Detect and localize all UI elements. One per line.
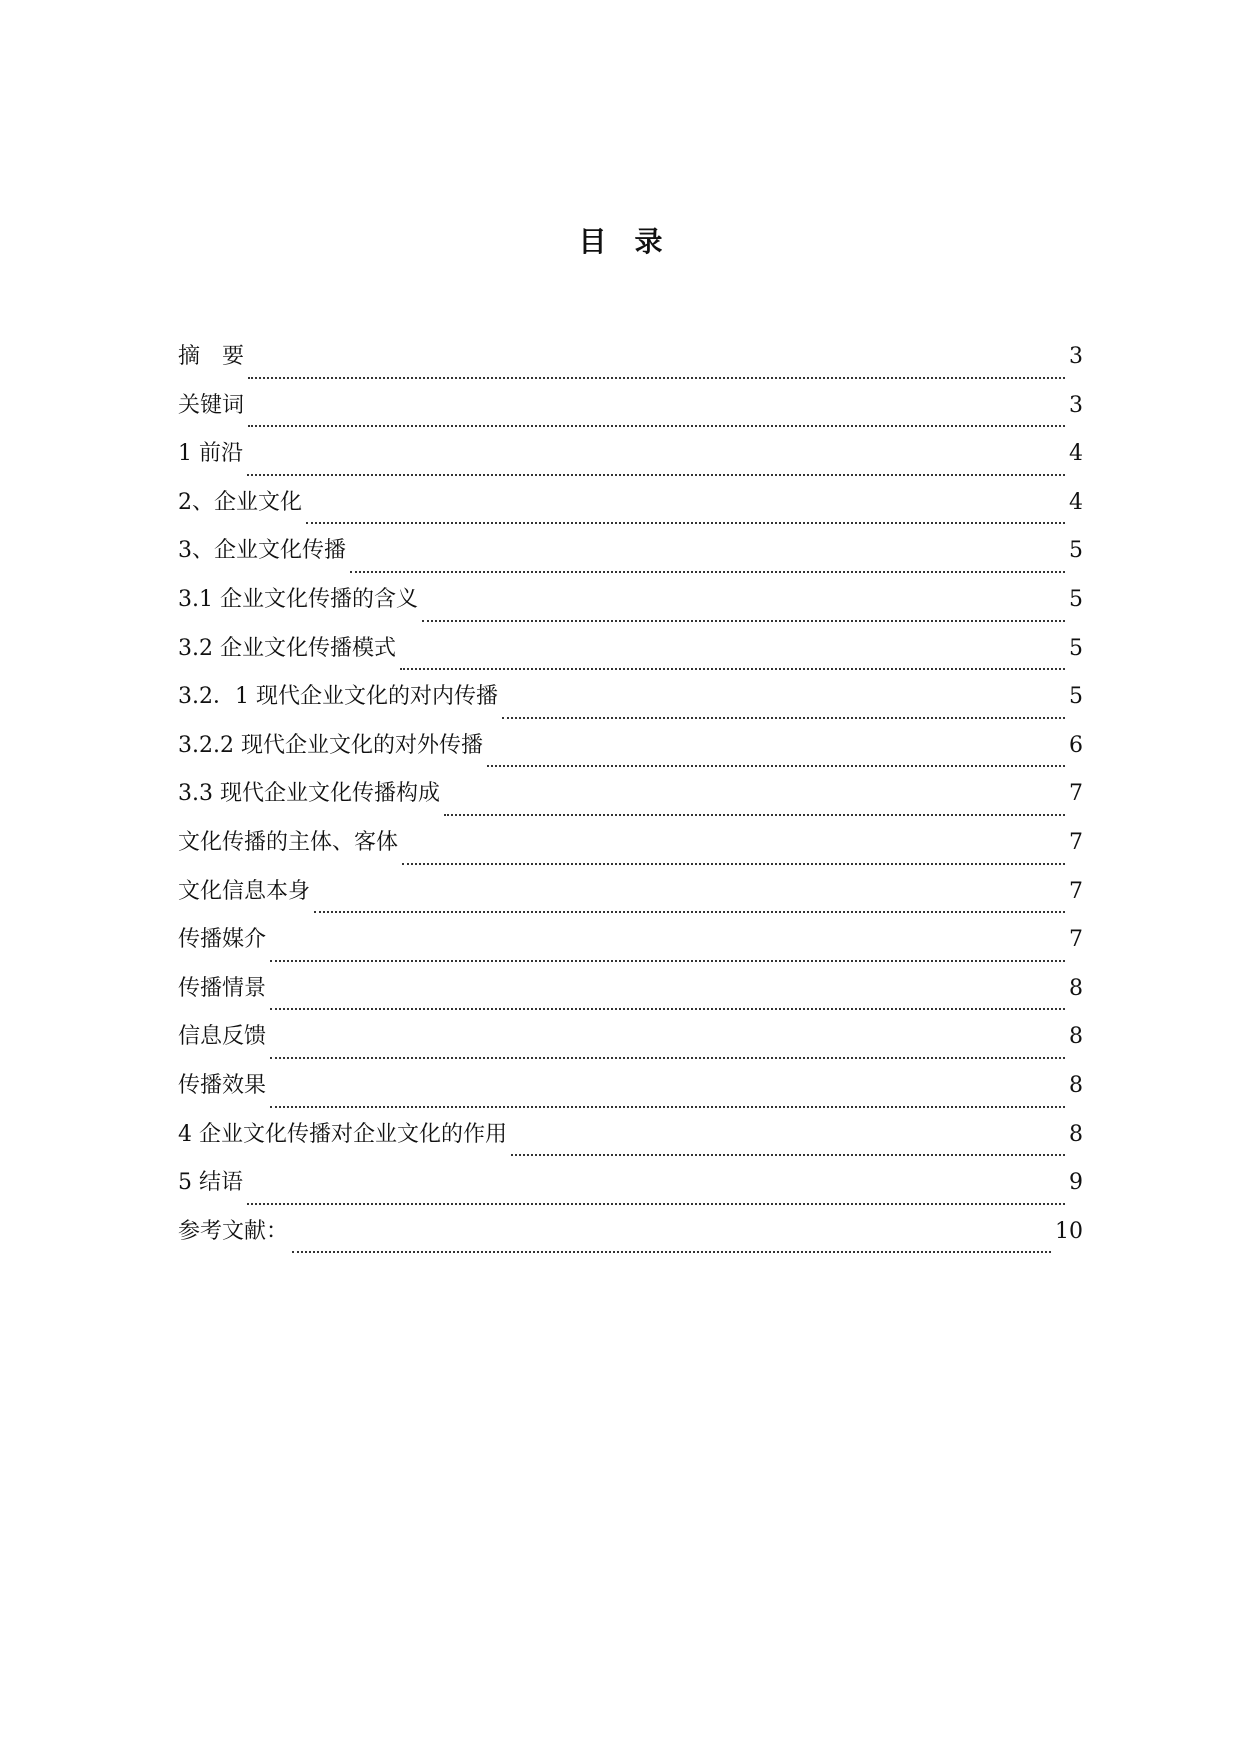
dot-leader [247, 474, 1065, 476]
toc-entry-corporate-culture [178, 488, 1083, 537]
toc-entry-references [178, 1217, 1083, 1266]
toc-page-number: 6 [1069, 732, 1083, 758]
toc-entry-label: 3.2.2 现代企业文化的对外传播 [178, 732, 483, 758]
toc-entry-preface [178, 439, 1083, 488]
toc-entry-label: 3.3 现代企业文化传播构成 [178, 781, 440, 807]
toc-entry-subject-object [178, 828, 1083, 877]
toc-entry-label: 3.2．1 现代企业文化的对内传播 [178, 684, 498, 710]
toc-entry-conclusion [178, 1168, 1083, 1217]
toc-entry-3-3 [178, 779, 1083, 828]
toc-entry-3-1 [178, 585, 1083, 634]
dot-leader [248, 425, 1065, 427]
toc-entry-3-2-2 [178, 731, 1083, 780]
toc-entry-label: 3.1 企业文化传播的含义 [178, 586, 418, 612]
toc-page-number: 3 [1069, 344, 1083, 369]
dot-leader [444, 814, 1065, 816]
toc-page-number: 8 [1069, 975, 1083, 1001]
table-of-contents [178, 342, 1083, 1265]
toc-entry-label: 文化传播的主体、客体 [178, 829, 399, 855]
toc-page-number: 9 [1069, 1170, 1083, 1196]
toc-page-number: 5 [1069, 538, 1083, 564]
toc-page-number: 8 [1069, 1024, 1083, 1050]
toc-page-number: 7 [1069, 781, 1083, 807]
page-title: 目 录 [578, 225, 663, 258]
toc-page-number: 5 [1069, 684, 1083, 710]
toc-entry-role [178, 1120, 1083, 1169]
dot-leader [487, 765, 1065, 767]
toc-entry-3-2-1 [178, 682, 1083, 731]
toc-page-number: 5 [1069, 635, 1083, 661]
toc-entry-label: 传播媒介 [178, 927, 267, 953]
dot-leader [400, 668, 1065, 670]
dot-leader [350, 571, 1065, 573]
toc-entry-label: 文化信息本身 [178, 878, 311, 904]
dot-leader [314, 911, 1065, 913]
dot-leader [292, 1251, 1051, 1253]
toc-entry-culture-communication [178, 536, 1083, 585]
toc-entry-effect [178, 1071, 1083, 1120]
toc-entry-label: 信息反馈 [178, 1024, 267, 1050]
toc-entry-label: 3.2 企业文化传播模式 [178, 635, 396, 661]
toc-entry-label: 4 企业文化传播对企业文化的作用 [178, 1121, 507, 1147]
dot-leader [270, 960, 1065, 962]
dot-leader [402, 863, 1065, 865]
toc-page-number: 8 [1069, 1121, 1083, 1147]
toc-entry-label: 摘 要 [178, 344, 245, 369]
dot-leader [422, 620, 1065, 622]
toc-page-number: 5 [1069, 586, 1083, 612]
toc-page-number: 8 [1069, 1072, 1083, 1098]
dot-leader [247, 1203, 1065, 1205]
toc-entry-label: 传播效果 [178, 1072, 267, 1098]
toc-entry-feedback [178, 1022, 1083, 1071]
toc-entry-media [178, 925, 1083, 974]
dot-leader [270, 1057, 1065, 1059]
toc-entry-3-2 [178, 634, 1083, 683]
toc-entry-label: 3、企业文化传播 [178, 538, 346, 564]
toc-page-number: 4 [1069, 441, 1083, 467]
toc-entry-label: 5 结语 [178, 1170, 243, 1196]
dot-leader [270, 1008, 1065, 1010]
toc-entry-keywords [178, 391, 1083, 440]
toc-page-number: 7 [1069, 829, 1083, 855]
dot-leader [270, 1106, 1065, 1108]
dot-leader [511, 1154, 1065, 1156]
toc-entry-label: 参考文献： [178, 1218, 289, 1244]
dot-leader [248, 377, 1065, 379]
toc-entry-abstract [178, 342, 1083, 391]
toc-page-number: 4 [1069, 489, 1083, 515]
toc-page-number: 7 [1069, 878, 1083, 904]
dot-leader [306, 522, 1065, 524]
toc-entry-label: 传播情景 [178, 975, 267, 1001]
toc-entry-context [178, 974, 1083, 1023]
toc-entry-label: 关键词 [178, 392, 245, 418]
toc-page-number: 7 [1069, 927, 1083, 953]
toc-page-number: 3 [1069, 392, 1083, 418]
toc-entry-label: 2、企业文化 [178, 489, 302, 515]
toc-entry-label: 1 前沿 [178, 441, 243, 467]
toc-page-number: 10 [1055, 1218, 1083, 1244]
toc-entry-cultural-information [178, 877, 1083, 926]
dot-leader [502, 717, 1065, 719]
